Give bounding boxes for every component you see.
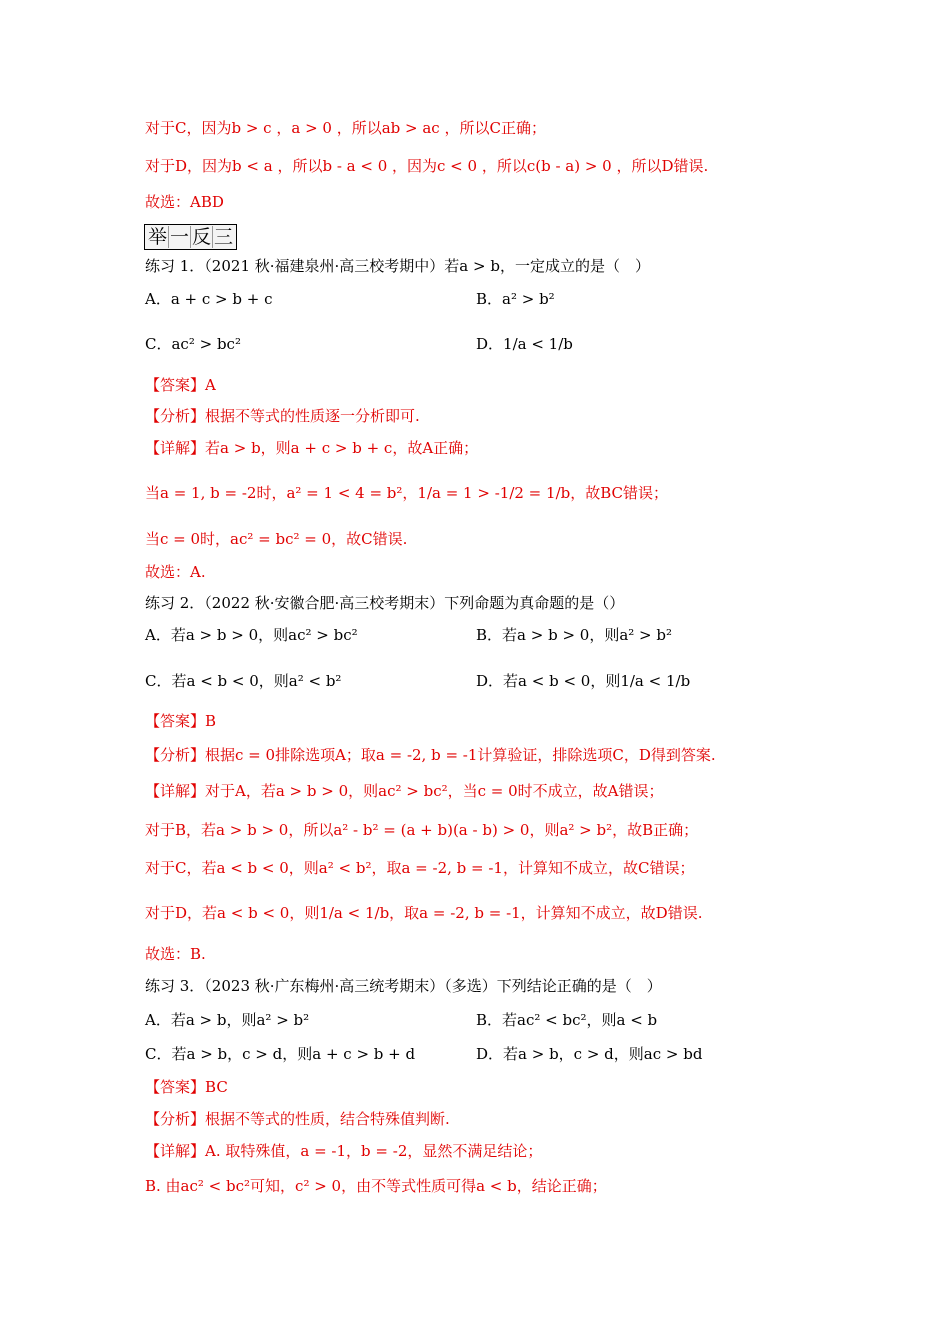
exercise-3-question: 练习 3．（2023 秋·广东梅州·高三统考期末）（多选）下列结论正确的是（ ） [145,977,662,995]
exercise-1-detail [145,438,478,458]
answer-tag: 【答案】 [145,712,206,730]
detail-line: 若a > b，则a + c > b + c，故A正确； [205,439,479,457]
exercise-3-answer [145,1077,228,1097]
badge-char: 一 [170,226,190,248]
exercise-2-detail-line-4: 对于D，若a < b < 0，则1/a < 1/b，取a = -2, b = -1，计算知不成立，故D错误. [145,904,703,922]
detail-tag: 【详解】 [145,782,206,800]
exercise-2-detail-line-2: 对于B，若a > b > 0，所以a² - b² = (a + b)(a - b) > 0，则a² > b²，故B正确； [145,821,699,839]
detail-line: A. 取特殊值，a = -1，b = -2，显然不满足结论； [205,1142,543,1160]
exercise-1-choice: 故选：A. [145,563,206,581]
analysis-tag: 【分析】 [145,1110,206,1128]
detail-tag: 【详解】 [145,1142,206,1160]
answer-value: A [205,376,216,394]
analysis-tag: 【分析】 [145,407,206,425]
exercise-3-detail-line-2: B. 由ac² < bc²可知，c² > 0，由不等式性质可得a < b，结论正确； [145,1177,607,1195]
exercise-1-option-a: A．a + c > b + c [145,290,273,308]
analysis-text: 根据c = 0排除选项A；取a = -2, b = -1计算验证，排除选项C，D得到答案. [205,746,716,764]
badge-char: 举 [148,226,168,248]
exercise-2-option-a: A．若a > b > 0，则ac² > bc² [145,626,358,644]
exercise-1-option-c: C．ac² > bc² [145,335,241,353]
exercise-2-answer [145,711,216,731]
exercise-1-detail-line-2: 当a = 1, b = -2时，a² = 1 < 4 = b²，1/a = 1 > -1/2 = 1/b，故BC错误； [145,484,669,502]
analysis-text: 根据不等式的性质逐一分析即可. [205,407,420,425]
exercise-2-detail-line-3: 对于C，若a < b < 0，则a² < b²，取a = -2, b = -1，计算知不成立，故C错误； [145,859,695,877]
exercise-1-option-d: D．1/a < 1/b [476,335,573,353]
solution-choice: 故选：ABD [145,193,224,211]
exercise-1-option-b: B．a² > b² [476,290,555,308]
analysis-text: 根据不等式的性质，结合特殊值判断. [205,1110,450,1128]
badge-char: 三 [214,226,234,248]
exercise-3-analysis [145,1109,450,1129]
exercise-1-question: 练习 1．（2021 秋·福建泉州·高三校考期中）若a > b，一定成立的是（ ） [145,257,650,275]
exercise-2-option-b: B．若a > b > 0，则a² > b² [476,626,672,644]
answer-tag: 【答案】 [145,376,206,394]
section-badge [144,224,237,250]
exercise-2-question: 练习 2．（2022 秋·安徽合肥·高三校考期末）下列命题为真命题的是（） [145,594,625,612]
exercise-2-option-c: C．若a < b < 0，则a² < b² [145,672,342,690]
exercise-2-analysis [145,745,716,765]
exercise-1-detail-line-3: 当c = 0时，ac² = bc² = 0，故C错误. [145,530,408,548]
answer-tag: 【答案】 [145,1078,206,1096]
answer-value: BC [205,1078,228,1096]
exercise-1-answer [145,375,216,395]
exercise-3-option-a: A．若a > b，则a² > b² [145,1011,310,1029]
detail-line: 对于A，若a > b > 0，则ac² > bc²，当c = 0时不成立，故A错误； [205,782,664,800]
exercise-3-detail [145,1141,542,1161]
detail-tag: 【详解】 [145,439,206,457]
solution-line-c: 对于C，因为b > c ，a > 0 ，所以ab > ac ，所以C正确； [145,119,546,137]
exercise-3-option-c: C．若a > b，c > d，则a + c > b + d [145,1045,416,1063]
exercise-3-option-d: D．若a > b，c > d，则ac > bd [476,1045,703,1063]
solution-line-d: 对于D，因为b < a ，所以b - a < 0 ，因为c < 0 ，所以c(b - a) > 0 ，所以D错误. [145,157,709,175]
answer-value: B [205,712,217,730]
analysis-tag: 【分析】 [145,746,206,764]
exercise-2-option-d: D．若a < b < 0，则1/a < 1/b [476,672,691,690]
exercise-3-option-b: B．若ac² < bc²，则a < b [476,1011,658,1029]
badge-char: 反 [192,226,212,248]
exercise-1-analysis [145,406,420,426]
exercise-2-detail [145,781,664,801]
exercise-2-choice: 故选：B. [145,945,206,963]
